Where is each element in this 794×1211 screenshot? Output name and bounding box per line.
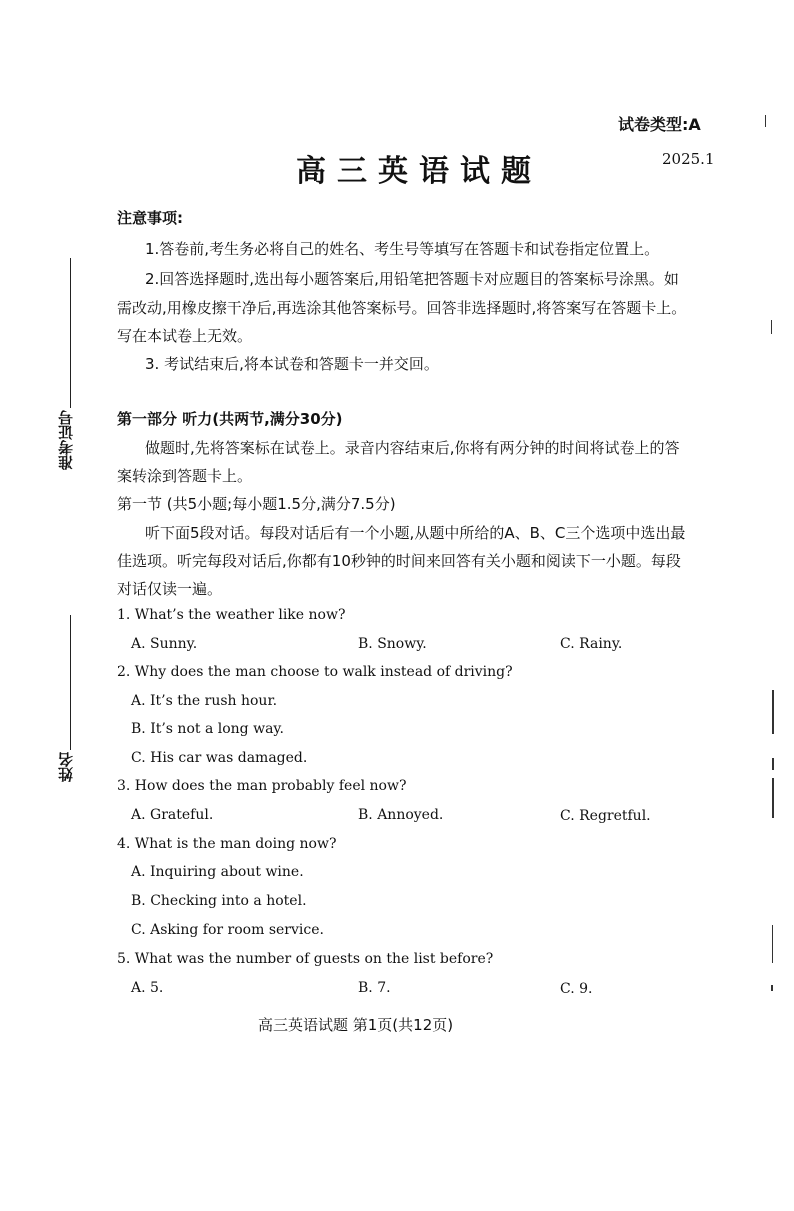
- question-text: 2. Why does the man choose to walk instead of driving?: [117, 664, 513, 680]
- paper-type: 试卷类型:A: [618, 115, 701, 134]
- page-title: 高三英语试题: [296, 154, 542, 189]
- option-a: A. It’s the rush hour.: [131, 693, 278, 709]
- page-footer: 高三英语试题 第1页(共12页): [258, 1016, 454, 1034]
- option-a: A. Inquiring about wine.: [131, 864, 304, 880]
- note-item: 3. 考试结束后,将本试卷和答题卡一并交回。: [145, 355, 439, 373]
- section1-instructions: 对话仅读一遍。: [117, 580, 223, 598]
- scan-edge-mark: [772, 778, 774, 818]
- name-label: 姓名: [57, 752, 75, 782]
- option-b: B. Checking into a hotel.: [131, 893, 307, 909]
- scan-edge-mark: [771, 985, 773, 991]
- section1-title: 第一节 (共5小题;每小题1.5分,满分7.5分): [117, 495, 396, 513]
- scan-edge-mark: [765, 115, 766, 127]
- note-item: 写在本试卷上无效。: [117, 327, 253, 345]
- note-item: 2.回答选择题时,选出每小题答案后,用铅笔把答题卡对应题目的答案标号涂黑。如: [145, 270, 679, 288]
- option-c: C. 9.: [560, 981, 593, 997]
- option-c: C. His car was damaged.: [131, 750, 308, 766]
- question-text: 3. How does the man probably feel now?: [117, 778, 407, 794]
- option-a: A. 5.: [131, 980, 164, 996]
- option-c: C. Asking for room service.: [131, 922, 324, 938]
- option-a: A. Grateful.: [131, 807, 214, 823]
- question-text: 4. What is the man doing now?: [117, 836, 337, 852]
- option-c: C. Rainy.: [560, 636, 623, 652]
- section1-instructions: 佳选项。听完每段对话后,你都有10秒钟的时间来回答有关小题和阅读下一小题。每段: [117, 552, 681, 570]
- name-line: [70, 615, 71, 750]
- section1-instructions: 听下面5段对话。每段对话后有一个小题,从题中所给的A、B、C三个选项中选出最: [145, 524, 686, 542]
- scan-edge-mark: [772, 690, 774, 734]
- note-item: 需改动,用橡皮擦干净后,再选涂其他答案标号。回答非选择题时,将答案写在答题卡上。: [117, 299, 687, 317]
- option-c: C. Regretful.: [560, 808, 651, 824]
- scan-edge-mark: [772, 758, 774, 770]
- option-a: A. Sunny.: [131, 636, 198, 652]
- option-b: B. 7.: [358, 980, 391, 996]
- exam-id-line: [70, 258, 71, 408]
- scan-edge-mark: [771, 320, 772, 334]
- part1-title: 第一部分 听力(共两节,满分30分): [117, 410, 343, 428]
- scan-edge-mark: [772, 925, 773, 963]
- option-b: B. It’s not a long way.: [131, 721, 284, 737]
- note-item: 1.答卷前,考生务必将自己的姓名、考生号等填写在答题卡和试卷指定位置上。: [145, 240, 660, 258]
- option-b: B. Annoyed.: [358, 807, 444, 823]
- question-text: 5. What was the number of guests on the list before?: [117, 951, 494, 967]
- notes-heading: 注意事项:: [117, 209, 183, 227]
- option-b: B. Snowy.: [358, 636, 427, 652]
- part1-intro: 案转涂到答题卡上。: [117, 467, 253, 485]
- part1-intro: 做题时,先将答案标在试卷上。录音内容结束后,你将有两分钟的时间将试卷上的答: [145, 439, 680, 457]
- exam-id-label: 准考证号: [57, 410, 75, 470]
- exam-date: 2025.1: [662, 150, 715, 168]
- question-text: 1. What’s the weather like now?: [117, 607, 346, 623]
